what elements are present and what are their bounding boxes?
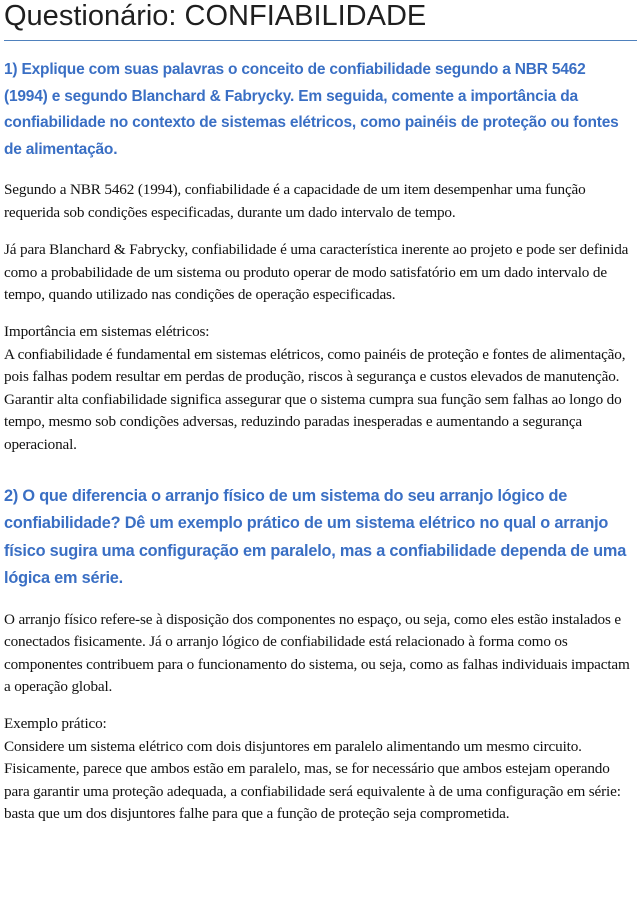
answer-1-blanchard-definition: Já para Blanchard & Fabrycky, confiabilidade é uma característica inerente ao projeto e pode ser definida como a probabilidade de um sistema ou produto operar de modo satisfatório em um dado intervalo de tempo, quando utilizado nas condições de operação especificadas. [4,241,629,304]
answer-1-importance [4,321,631,457]
question-1: 1) Explique com suas palavras o conceito de confiabilidade segundo a NBR 5462 (1994) e segundo Blanchard & Fabrycky. Em seguida, comente a importância da confiabilidade no contexto de sistemas elétricos, como painéis de proteção ou fontes de alimentação. [4,61,619,158]
answer-2-example [4,713,631,826]
example-text: Considere um sistema elétrico com dois disjuntores em paralelo alimentando um mesmo circuito. Fisicamente, parece que ambos estão em paralelo, mas, se for necessário que ambos estejam operando para garantir uma proteção adequada, a confiabilidade será equivalente à de uma configuração em série: basta que um dos disjuntores falhe para que a função de proteção seja comprometida. [4,737,621,823]
title-underline [4,40,637,41]
document-title: Questionário: CONFIABILIDADE [4,0,427,32]
importance-text: A confiabilidade é fundamental em sistemas elétricos, como painéis de proteção e fontes de alimentação, pois falhas podem resultar em perdas de produção, riscos à segurança e custos elevados de manutenção. Garantir alta confiabilidade significa assegurar que o sistema cumpra sua função sem falhas ao longo do tempo, mesmo sob condições adversas, reduzindo paradas inesperadas e aumentando a segurança operacional. [4,345,626,453]
example-label: Exemplo prático: [4,714,107,732]
question-2: 2) O que diferencia o arranjo físico de um sistema do seu arranjo lógico de confiabilidade? Dê um exemplo prático de um sistema elétrico no qual o arranjo físico sugira uma configuração em paralelo, mas a confiabilidade dependa de uma lógica em série. [4,486,627,588]
importance-label: Importância em sistemas elétricos: [4,322,210,340]
answer-2-definition: O arranjo físico refere-se à disposição dos componentes no espaço, ou seja, como eles estão instalados e conectados fisicamente. Já o arranjo lógico de confiabilidade está relacionado à forma como os componentes contribuem para o funcionamento do sistema, ou seja, como as falhas individuais impactam a operação global. [4,610,630,696]
answer-1-nbr-definition: Segundo a NBR 5462 (1994), confiabilidade é a capacidade de um item desempenhar uma função requerida sob condições especificadas, durante um dado intervalo de tempo. [4,181,586,221]
